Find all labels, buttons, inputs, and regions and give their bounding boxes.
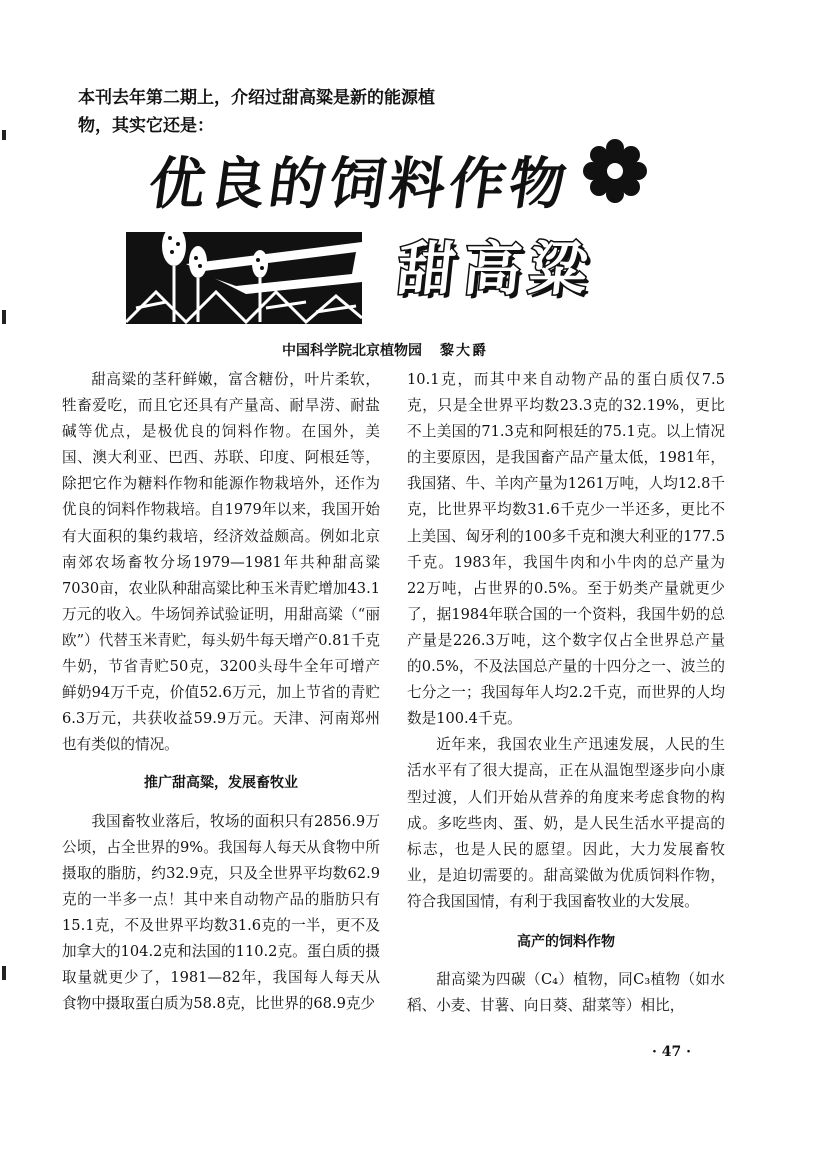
right-column [407,367,725,1019]
paragraph: 甜高粱的茎秆鲜嫩，富含糖份，叶片柔软，牲畜爱吃，而且它还具有产量高、耐旱涝、耐盐碱等优点，是极优良的饲料作物。在国外，美国、澳大利亚、巴西、苏联、印度、阿根廷等，除把它作为糖料作物和能源作物栽培外，还作为优良的饲料作物栽培。自1979年以来，我国开始有大面积的集约栽培，经济效益颇高。例如北京南郊农场畜牧分场1979—1981年共种甜高粱7030亩，农业队种甜高粱比种玉米青贮增加43.1万元的收入。牛场饲养试验证明，用甜高粱（“丽欧”）代替玉米青贮，每头奶牛每天增产0.81千克牛奶，节省青贮50克，3200头母牛全年可增产鲜奶94万千克，价值52.6万元，加上节省的青贮6.3万元，共获收益59.9万元。天津、河南郑州也有类似的情况。 [62,371,380,754]
page-number: · 47 · [652,1044,691,1060]
scan-mark [2,310,6,324]
article-title: 优良的饲料作物 [144,152,574,217]
article-subtitle: 甜高粱 [393,235,600,303]
section-heading: 高产的饲料作物 [517,933,615,950]
paragraph: 甜高粱为四碳（C₄）植物，同C₃植物（如水稻、小麦、甘薯、向日葵、甜菜等）相比， [407,971,725,1015]
intro-text: 本刊去年第二期上，介绍过甜高粱是新的能源植物，其实它还是： [78,88,435,136]
sorghum-field-illustration [126,222,362,330]
paragraph: 我国畜牧业落后，牧场的面积只有2856.9万公顷，占全世界的9%。我国每人每天从食物中所摄取的脂肪，约32.9克，只及全世界平均数62.9克的一半多一点！其中来自动物产品的脂肪只有15.1克，不及世界平均数31.6克的一半，更不及加拿大的104.2克和法国的110.2克。蛋白质的摄取量就更少了，1981—82年，我国每人每天从食物中摄取蛋白质为58.8克，比世界的68.9克少 [62,812,380,1013]
affiliation: 中国科学院北京植物园 [282,343,422,359]
left-column [62,367,380,1017]
scan-mark [2,130,6,140]
scan-mark [2,966,6,980]
section-heading: 推广甜高粱，发展畜牧业 [144,775,298,792]
paragraph: 近年来，我国农业生产迅速发展，人民的生活水平有了很大提高，正在从温饱型逐步向小康型过渡，人们开始从营养的角度来考虑食物的构成。多吃些肉、蛋、奶，是人民生活水平提高的标志，也是人民的愿望。因此，大力发展畜牧业，是迫切需要的。甜高粱做为优质饲料作物，符合我国国情，有利于我国畜牧业的大发展。 [407,736,725,910]
flower-icon [582,138,648,204]
paragraph: 10.1克，而其中来自动物产品的蛋白质仅7.5克，只是全世界平均数23.3克的32.19%，更比不上美国的71.3克和阿根廷的75.1克。以上情况的主要原因，是我国畜产品产量太低，1981年，我国猪、牛、羊肉产量为1261万吨，人均12.8千克，比世界平均数31.6千克少一半还多，更比不上美国、匈牙利的100多千克和澳大利亚的177.5千克。1983年，我国牛肉和小牛肉的总产量为22万吨，占世界的0.5%。至于奶类产量就更少了，据1984年联合国的一个资料，我国牛奶的总产量是226.3万吨，这个数字仅占全世界总产量的0.5%，不及法国总产量的十四分之一、波兰的七分之一；我国每年人均2.2千克，而世界的人均数是100.4千克。 [407,371,725,728]
author-name: 黎大爵 [440,343,488,359]
byline [282,340,488,360]
